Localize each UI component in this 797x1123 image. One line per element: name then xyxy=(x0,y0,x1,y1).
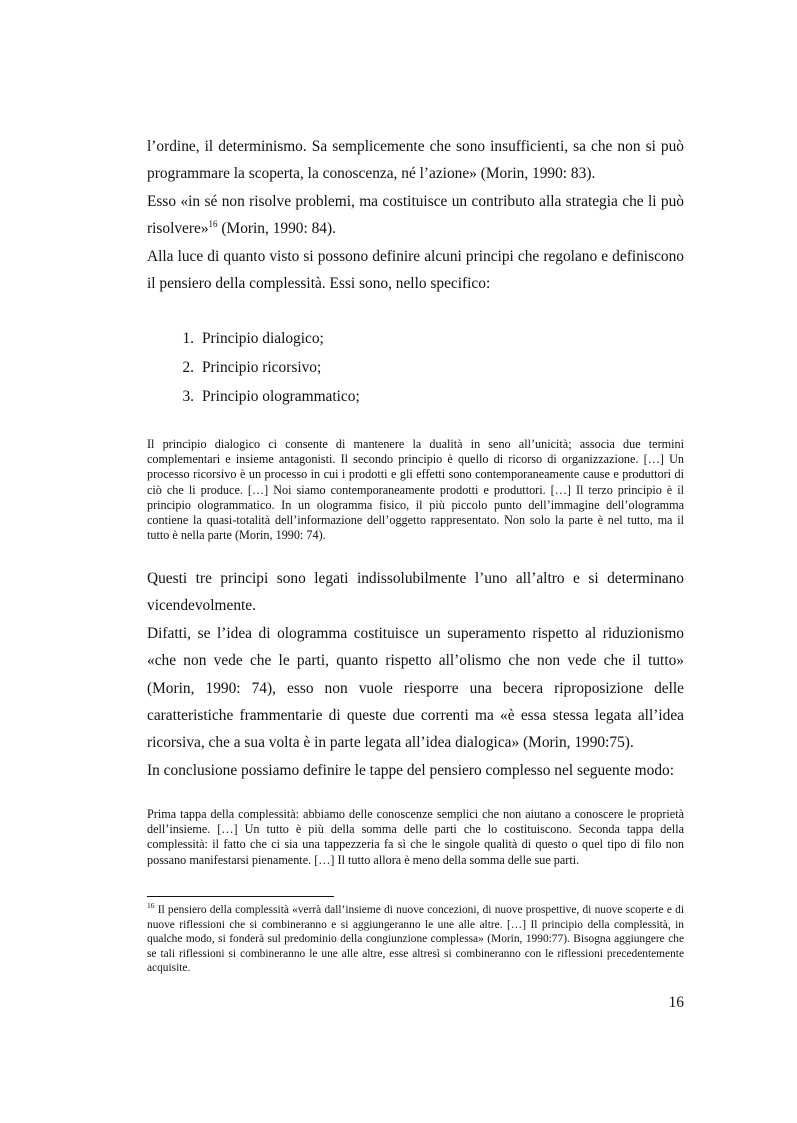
paragraph-esso xyxy=(147,188,684,243)
quote-text: Prima tappa della complessità: abbiamo delle conoscenze semplici che non aiutano a conoscere le proprietà dell’insieme. […] Un tutto è più della somma delle parti che lo costituiscono. Seconda tappa della complessità: il fatto che ci sia una tappezzeria fa sì che le singole qualità di questo o quel tipo di filo non possano manifestarsi pienamente. […] Il tutto allora è meno della somma delle sue parti. xyxy=(147,807,684,867)
block-quote-tappe xyxy=(147,807,684,868)
footnote-marker: 16 xyxy=(147,901,155,911)
list-item xyxy=(147,353,360,382)
paragraph-tre-principi: Questi tre principi sono legati indissolubilmente l’uno all’altro e si determinano vicendevolmente. xyxy=(147,570,684,615)
paragraph-conclusione: In conclusione possiamo definire le tappe del pensiero complesso nel seguente modo: xyxy=(147,761,674,779)
body-top xyxy=(147,133,684,297)
list-item xyxy=(147,324,360,353)
paragraph-principi-intro: Alla luce di quanto visto si possono definire alcuni principi che regolano e definiscono il pensiero della complessità. Essi sono, nello specifico: xyxy=(147,247,684,293)
body-middle xyxy=(147,565,684,784)
list-number: 1. xyxy=(182,330,194,347)
footnote-separator xyxy=(147,896,334,897)
page-number: 16 xyxy=(668,994,684,1011)
paragraph-esso-citation: (Morin, 1990: 84). xyxy=(217,220,336,238)
block-quote-principles xyxy=(147,437,684,543)
list-number: 3. xyxy=(182,388,194,405)
list-item xyxy=(147,382,360,411)
list-label: Principio ricorsivo; xyxy=(202,359,322,376)
paragraph-morin-83: l’ordine, il determinismo. Sa semplicemente che sono insufficienti, sa che non si può programmare la scoperta, la conoscenza, né l’azione» (Morin, 1990: 83). xyxy=(147,138,684,183)
list-label: Principio dialogico; xyxy=(202,330,324,347)
footnote-16 xyxy=(147,903,684,976)
paragraph-esso-text: Esso «in sé non risolve problemi, ma costituisce un contributo alla strategia che li può risolvere» xyxy=(147,192,684,238)
footnote-text: Il pensiero della complessità «verrà dall’insieme di nuove concezioni, di nuove prospettive, di nuove scoperte e di nuove riflessioni che si combineranno e si aggiungeranno le une alle altre. […] Il principio della complessità, in qualche modo, si fonderà sul predominio della congiunzione complessa» (Morin, 1990:77). Bisogna aggiungere che se tali riflessioni si combineranno le une alle altre, esse altresì si combineranno con le riflessioni precedentemente acquisite. xyxy=(147,904,684,975)
principles-list xyxy=(147,324,360,411)
footnote-reference: 16 xyxy=(208,219,218,230)
list-number: 2. xyxy=(182,359,194,376)
paragraph-difatti: Difatti, se l’idea di ologramma costituisce un superamento rispetto al riduzionismo «che non vede che le parti, quanto rispetto all’olismo che non vede che il tutto» (Morin, 1990: 74), esso non vuole riesporre una becera riproposizione delle caratteristiche frammentarie di queste due correnti ma «è essa stessa legata all’idea ricorsiva, che a sua volta è in parte legata all’idea dialogica» (Morin, 1990:75). xyxy=(147,624,684,752)
list-label: Principio ologrammatico; xyxy=(202,388,360,405)
quote-text: Il principio dialogico ci consente di mantenere la dualità in seno all’unicità; associa due termini complementari e insieme antagonisti. Il secondo principio è quello di ricorso di organizzazione. […] Un processo ricorsivo è un processo in cui i prodotti e gli effetti sono contemporaneamente cause e produttori di ciò che li produce. […] Noi siamo contemporaneamente prodotti e produttori. […] Il terzo principio è il principio ologrammatico. In un ologramma fisico, il più piccolo punto dell’immagine dell’ologramma contiene la quasi-totalità dell’informazione dell’oggetto rappresentato. Non solo la parte è nel tutto, ma il tutto è nella parte (Morin, 1990: 74). xyxy=(147,437,684,543)
